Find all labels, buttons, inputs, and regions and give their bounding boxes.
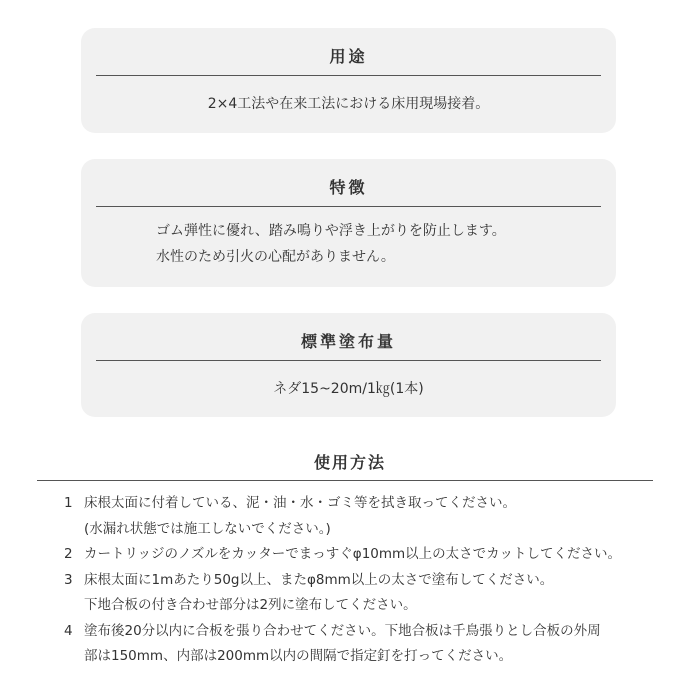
step-item bbox=[60, 491, 660, 542]
features-line: 水性のため引火の心配がありません。 bbox=[156, 249, 395, 265]
step-line: 部は150mm、内部は200mm以内の間隔で指定釘を打ってください。 bbox=[84, 648, 513, 664]
step-line: 床根太面に1mあたり50g以上、またφ8mm以上の太さで塗布してください。 bbox=[84, 571, 554, 588]
step-item bbox=[60, 619, 660, 670]
step-line: 塗布後20分以内に合板を張り合わせてください。下地合板は千鳥張りとし合板の外周 bbox=[84, 622, 601, 639]
method-divider bbox=[37, 480, 653, 481]
step-number: 2 bbox=[64, 546, 73, 562]
step-line: カートリッジのノズルをカッターでまっすぐφ10mm以上の太さでカットしてください。 bbox=[84, 546, 622, 562]
features-text bbox=[156, 218, 616, 270]
amount-card bbox=[81, 313, 616, 417]
features-card bbox=[81, 159, 616, 287]
usage-text bbox=[81, 91, 616, 117]
usage-divider bbox=[96, 75, 601, 76]
features-title: 特徴 bbox=[329, 178, 368, 197]
usage-title: 用途 bbox=[329, 47, 368, 66]
step-item bbox=[60, 542, 660, 568]
usage-line: 2×4工法や在来工法における床用現場接着。 bbox=[207, 96, 490, 112]
method-steps bbox=[60, 491, 660, 670]
step-line: (水漏れ状態では施工しないでください。) bbox=[84, 520, 331, 537]
amount-text bbox=[81, 376, 616, 402]
amount-divider bbox=[96, 360, 601, 361]
usage-card bbox=[81, 28, 616, 133]
step-item bbox=[60, 568, 660, 619]
step-number: 1 bbox=[64, 495, 73, 511]
features-line: ゴム弾性に優れ、踏み鳴りや浮き上がりを防止します。 bbox=[156, 223, 506, 239]
amount-title: 標準塗布量 bbox=[300, 332, 396, 351]
method-title: 使用方法 bbox=[313, 453, 386, 472]
step-number: 3 bbox=[64, 571, 73, 588]
step-number: 4 bbox=[64, 622, 73, 639]
amount-line: ネダ15~20m/1㎏(1本) bbox=[273, 381, 424, 397]
step-line: 床根太面に付着している、泥・油・水・ゴミ等を拭き取ってください。 bbox=[84, 495, 516, 511]
features-divider bbox=[96, 206, 601, 207]
step-line: 下地合板の付き合わせ部分は2列に塗布してください。 bbox=[84, 597, 417, 613]
